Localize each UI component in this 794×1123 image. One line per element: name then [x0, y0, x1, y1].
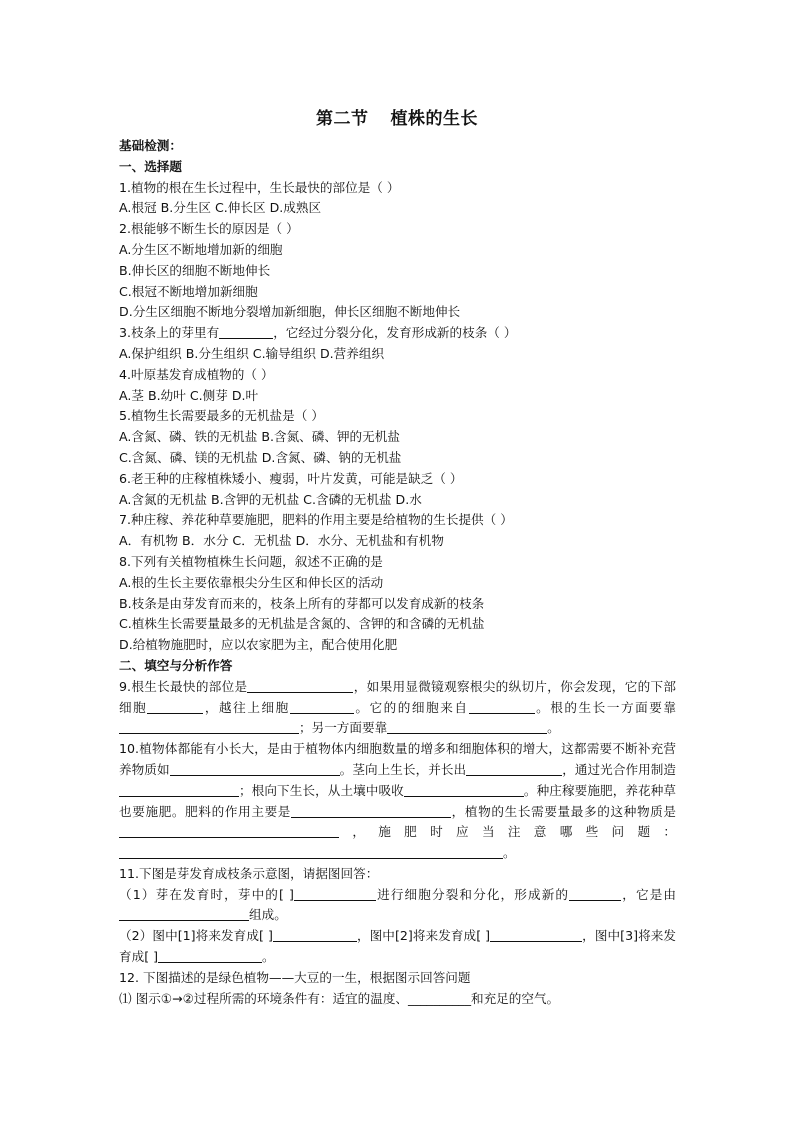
question-7-options: A．有机物 B．水分 C．无机盐 D．水分、无机盐和有机物 [119, 533, 444, 549]
answer-blank[interactable] [119, 782, 239, 797]
question-3-options: A.保护组织 B.分生组织 C.输导组织 D.营养组织 [119, 345, 385, 361]
answer-blank[interactable] [569, 886, 621, 901]
question-8-option-a: A.根的生长主要依靠根尖分生区和伸长区的活动 [119, 574, 384, 590]
question-8-stem: 8.下列有关植物植株生长问题，叙述不正确的是 [119, 553, 383, 569]
question-2-option-a: A.分生区不断地增加新的细胞 [119, 241, 283, 257]
answer-blank[interactable] [219, 324, 273, 339]
answer-blank[interactable] [119, 906, 249, 921]
question-1-stem: 1.植物的根在生长过程中，生长最快的部位是（ ） [119, 179, 400, 195]
question-11-part-1: （1）芽在发育时，芽中的[ ] 进行细胞分裂和分化，形成新的 ，它是由组成。 [119, 886, 677, 923]
answer-blank[interactable] [119, 719, 299, 734]
answer-blank[interactable] [247, 678, 353, 693]
answer-blank[interactable] [170, 761, 340, 776]
question-11-part-2: （2）图中[1]将来发育成[ ] ，图中[2]将来发育成[ ] ，图中[3]将来发育成[ ] 。 [119, 928, 677, 965]
question-7-stem: 7.种庄稼、养花种草要施肥，肥料的作用主要是给植物的生长提供（ ） [119, 512, 513, 528]
answer-blank[interactable] [404, 782, 524, 797]
answer-blank[interactable] [158, 948, 262, 963]
question-2-option-b: B.伸长区的细胞不断地伸长 [119, 262, 271, 278]
answer-blank[interactable] [273, 927, 357, 942]
question-8-option-c: C.植株生长需要量最多的无机盐是含氮的、含钾的和含磷的无机盐 [119, 616, 485, 632]
answer-blank[interactable]: __________ [408, 990, 471, 1006]
answer-blank[interactable] [290, 699, 354, 714]
basic-label: 基础检测： [119, 138, 182, 153]
answer-blank[interactable] [294, 886, 376, 901]
question-10: 10.植物体都能有小长大，是由于植物体内细胞数量的增多和细胞体积的增大，这都需要不断补充营养物质如 。茎向上生长，并长出 ，通过光合作用制造；根向下生长，从土壤中吸收 。种庄稼要施肥，养花种草也要施肥。肥料的作用主要是 ，植物的生长需要量最多的这种物质是，施肥时应当注意哪些问题：。 [119, 741, 677, 861]
question-2-stem: 2.根能够不断生长的原因是（ ） [119, 221, 299, 237]
answer-blank[interactable] [387, 719, 547, 734]
page-title: 第二节 植株的生长 [316, 109, 478, 129]
question-6-stem: 6.老王种的庄稼植株矮小、瘦弱，叶片发黄，可能是缺乏（ ） [119, 470, 463, 486]
question-4-options: A.茎 B.幼叶 C.侧芽 D.叶 [119, 387, 259, 403]
question-5-stem: 5.植物生长需要最多的无机盐是（ ） [119, 408, 324, 424]
answer-blank[interactable] [147, 699, 203, 714]
question-3-stem: 3.枝条上的芽里有 ，它经过分裂分化，发育形成新的枝条（ ） [119, 325, 517, 341]
answer-blank[interactable] [291, 803, 451, 818]
question-2-option-c: C.根冠不断地增加新细胞 [119, 283, 258, 299]
answer-blank[interactable] [466, 761, 562, 776]
question-11-stem: 11.下图是芽发育成枝条示意图，请据图回答： [119, 865, 379, 881]
worksheet-content [119, 136, 676, 1009]
question-8-option-b: B.枝条是由芽发育而来的，枝条上所有的芽都可以发育成新的枝条 [119, 595, 485, 611]
question-1-options: A.根冠 B.分生区 C.伸长区 D.成熟区 [119, 200, 322, 216]
question-12-stem: 12. 下图描述的是绿色植物——大豆的一生，根据图示回答问题 [119, 969, 471, 985]
question-8-option-d: D.给植物施肥时，应以农家肥为主，配合使用化肥 [119, 637, 398, 653]
section-heading-choice: 一、选择题 [119, 158, 182, 174]
answer-blank[interactable] [119, 823, 339, 838]
question-6-options: A.含氮的无机盐 B.含钾的无机盐 C.含磷的无机盐 D.水 [119, 491, 422, 507]
answer-blank[interactable] [490, 927, 582, 942]
question-2-option-d: D.分生区细胞不断地分裂增加新细胞，伸长区细胞不断地伸长 [119, 304, 461, 320]
answer-blank[interactable] [119, 844, 503, 859]
question-12-part-1: ⑴ 图示①→②过程所需的环境条件有：适宜的温度、__________和充足的空气。 [119, 990, 560, 1006]
question-9: 9.根生长最快的部位是 ，如果用显微镜观察根尖的纵切片，你会发现，它的下部细胞 ，越往上细胞 。它的的细胞来自 。根的生长一方面要靠；另一方面要靠 。 [119, 678, 677, 736]
section-heading-fill: 二、填空与分析作答 [119, 657, 233, 673]
question-5-options-cd: C.含氮、磷、镁的无机盐 D.含氮、磷、钠的无机盐 [119, 449, 402, 465]
answer-blank[interactable] [469, 699, 535, 714]
question-5-options-ab: A.含氮、磷、铁的无机盐 B.含氮、磷、钾的无机盐 [119, 429, 400, 445]
question-4-stem: 4.叶原基发育成植物的（ ） [119, 366, 274, 382]
